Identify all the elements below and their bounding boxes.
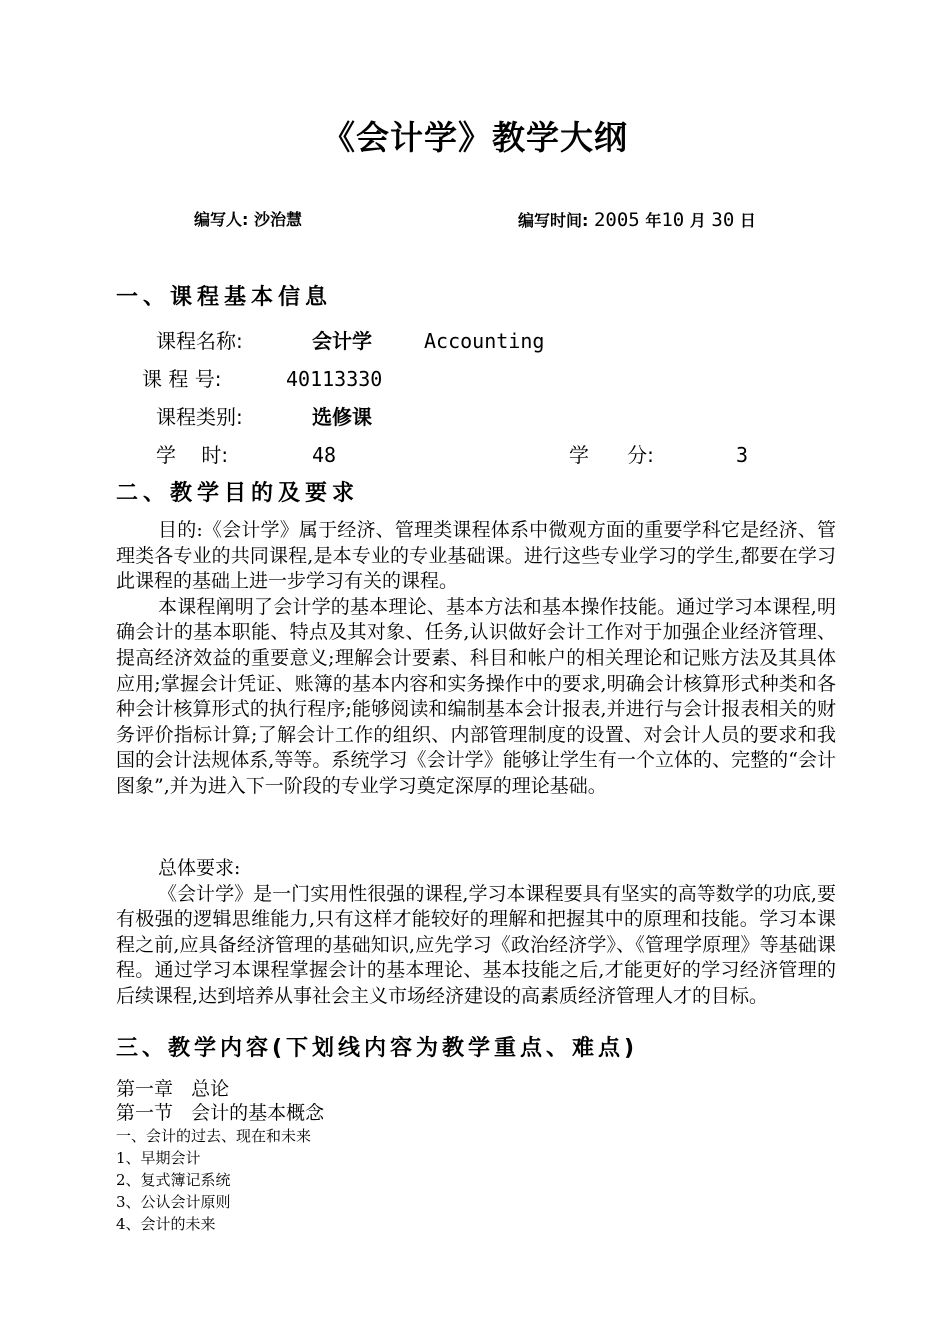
course-number-label: 课 程 号: [142,367,222,391]
list-item: 3、公认会计原则 [116,1193,231,1211]
date-day-unit: 日 [739,211,756,230]
date-label: 编写时间: [518,211,589,230]
list-item: 1、早期会计 [116,1149,201,1167]
date-month: 10 [661,209,685,231]
course-category-value: 选修课 [312,405,372,429]
list-item: 2、复式簿记系统 [116,1171,231,1189]
objectives-paragraph-1: 目的:《会计学》属于经济、管理类课程体系中微观方面的重要学科它是经济、管理类各专业的共同课程,是本专业的专业基础课。进行这些专业学习的学生,都要在学习此课程的基础上进一步学习有关的课程。 [116,519,836,593]
date-month-unit: 月 [689,211,706,230]
chapter-title: 第一章 总论 [116,1078,230,1100]
requirements-label: 总体要求: [158,857,241,879]
section-heading-objectives: 二、教学目的及要求 [116,481,360,506]
course-credits-value: 3 [736,443,749,467]
date-line [518,207,756,233]
course-category-label: 课程类别: [156,405,243,429]
course-name-row [0,327,950,355]
course-name-en: Accounting [424,329,545,353]
course-hours-label: 学 时: [156,443,229,467]
section-title: 第一节 会计的基本概念 [116,1102,325,1124]
section-heading-basic-info: 一、课程基本信息 [116,285,333,310]
author-name: 沙治慧 [253,210,302,229]
objectives-text [116,518,836,800]
content-outline [116,1077,836,1235]
author-line [194,207,302,233]
date-year: 2005 [593,209,640,231]
author-label: 编写人: [194,210,249,229]
course-number-row [0,365,950,393]
section-heading-content: 三、教学内容(下划线内容为教学重点、难点) [116,1036,639,1061]
course-name-label: 课程名称: [156,329,243,353]
document-title: 《会计学》教学大纲 [322,118,628,157]
course-number-value: 40113330 [286,367,383,391]
requirements-paragraph: 《会计学》是一门实用性很强的课程,学习本课程要具有坚实的高等数学的功底,要有极强的逻辑思维能力,只有这样才能较好的理解和把握其中的原理和技能。学习本课程之前,应具备经济管理的基础知识,应先学习《政治经济学》、《管理学原理》等基础课程。通过学习本课程掌握会计的基本理论、基本技能之后,才能更好的学习经济管理的后续课程,达到培养从事社会主义市场经济建设的高素质经济管理人才的目标。 [116,882,836,1007]
course-name-cn: 会计学 [312,329,372,353]
requirements-text [116,856,836,1010]
course-category-row [0,403,950,431]
course-hours-value: 48 [312,443,337,467]
course-credits-label: 学 分: [569,443,654,467]
list-item: 一、会计的过去、现在和未来 [116,1127,312,1145]
course-hours-row [0,441,950,469]
date-year-unit: 年 [645,211,662,230]
date-day: 30 [711,209,735,231]
objectives-paragraph-2: 本课程阐明了会计学的基本理论、基本方法和基本操作技能。通过学习本课程,明确会计的基本职能、特点及其对象、任务,认识做好会计工作对于加强企业经济管理、提高经济效益的重要意义;理解会计要素、科目和帐户的相关理论和记账方法及其具体应用;掌握会计凭证、账簿的基本内容和实务操作中的要求,明确会计核算形式种类和各种会计核算形式的执行程序;能够阅读和编制基本会计报表,并进行与会计报表相关的财务评价指标计算;了解会计工作的组织、内部管理制度的设置、对会计人员的要求和我国的会计法规体系,等等。系统学习《会计学》能够让学生有一个立体的、完整的“会计图象”,并为进入下一阶段的专业学习奠定深厚的理论基础。 [116,595,836,797]
list-item: 4、会计的未来 [116,1215,216,1233]
